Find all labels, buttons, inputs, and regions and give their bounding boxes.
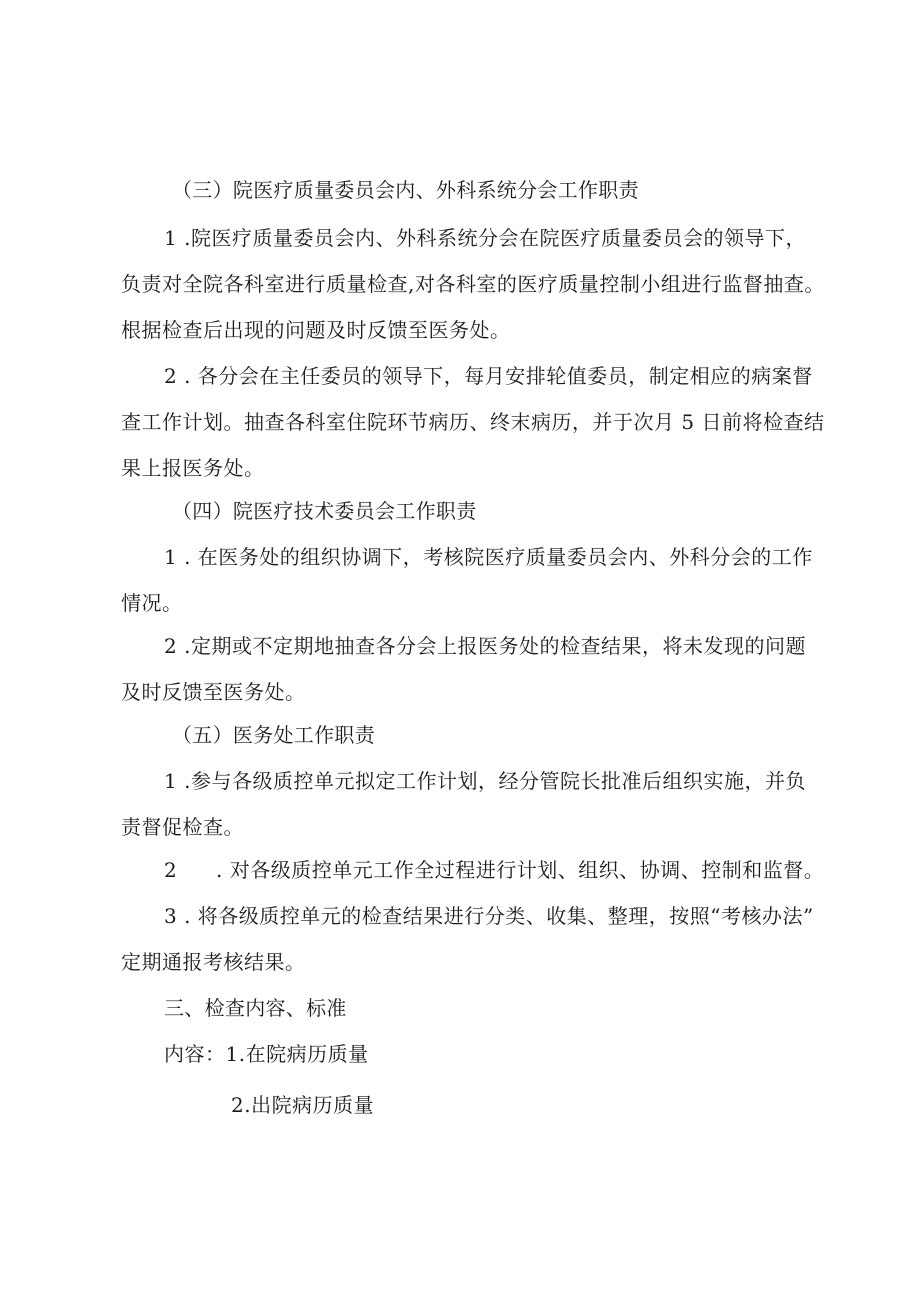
section-3-item-2-line-3: 果上报医务处。 [121,456,265,480]
section-3-item-1-line-3: 根据检查后出现的问题及时反馈至医务处。 [121,318,511,342]
section-5-item-1-line-2: 责督促检查。 [121,815,244,839]
section-5-heading: （五）医务处工作职责 [172,723,375,747]
section-5-item-2-text: . 对各级质控单元工作全过程进行计划、组织、协调、控制和监督。 [216,858,825,882]
section-3-item-1-line-1: 1 .院医疗质量委员会内、外科系统分会在院医疗质量委员会的领导下， [164,226,806,250]
section-4-item-1-line-2: 情况。 [121,591,183,615]
section-5-item-2-line-1 [164,856,824,884]
section-5-item-2-number: 2 [164,858,178,882]
section-5-item-3-line-2: 定期通报考核结果。 [121,950,306,974]
section-4-item-2-line-1: 2 .定期或不定期地抽查各分会上报医务处的检查结果，将未发现的问题 [164,634,806,658]
content-line-1: 内容：1.在院病历质量 [164,1042,369,1066]
section-5-item-1-line-1: 1 .参与各级质控单元拟定工作计划，经分管院长批准后组织实施，并负 [164,769,806,793]
section-3-heading: （三）院医疗质量委员会内、外科系统分会工作职责 [172,178,639,202]
section-4-item-1-line-1: 1 . 在医务处的组织协调下，考核院医疗质量委员会内、外科分会的工作 [164,545,813,569]
section-4-item-2-line-2: 及时反馈至医务处。 [121,680,306,704]
section-3-item-2-line-2: 查工作计划。抽查各科室住院环节病历、终末病历，并于次月 5 日前将检查结 [121,410,825,434]
section-3-item-2-line-1: 2 . 各分会在主任委员的领导下，每月安排轮值委员，制定相应的病案督 [164,364,813,388]
section-5-item-3-line-1: 3 . 将各级质控单元的检查结果进行分类、收集、整理，按照“考核办法” [164,904,814,928]
section-3-item-1-line-2: 负责对全院各科室进行质量检查,对各科室的医疗质量控制小组进行监督抽查。 [121,272,825,296]
section-4-heading: （四）院医疗技术委员会工作职责 [172,499,477,523]
content-line-2: 2.出院病历质量 [231,1093,375,1117]
part-3-heading: 三、检查内容、标准 [164,996,347,1020]
